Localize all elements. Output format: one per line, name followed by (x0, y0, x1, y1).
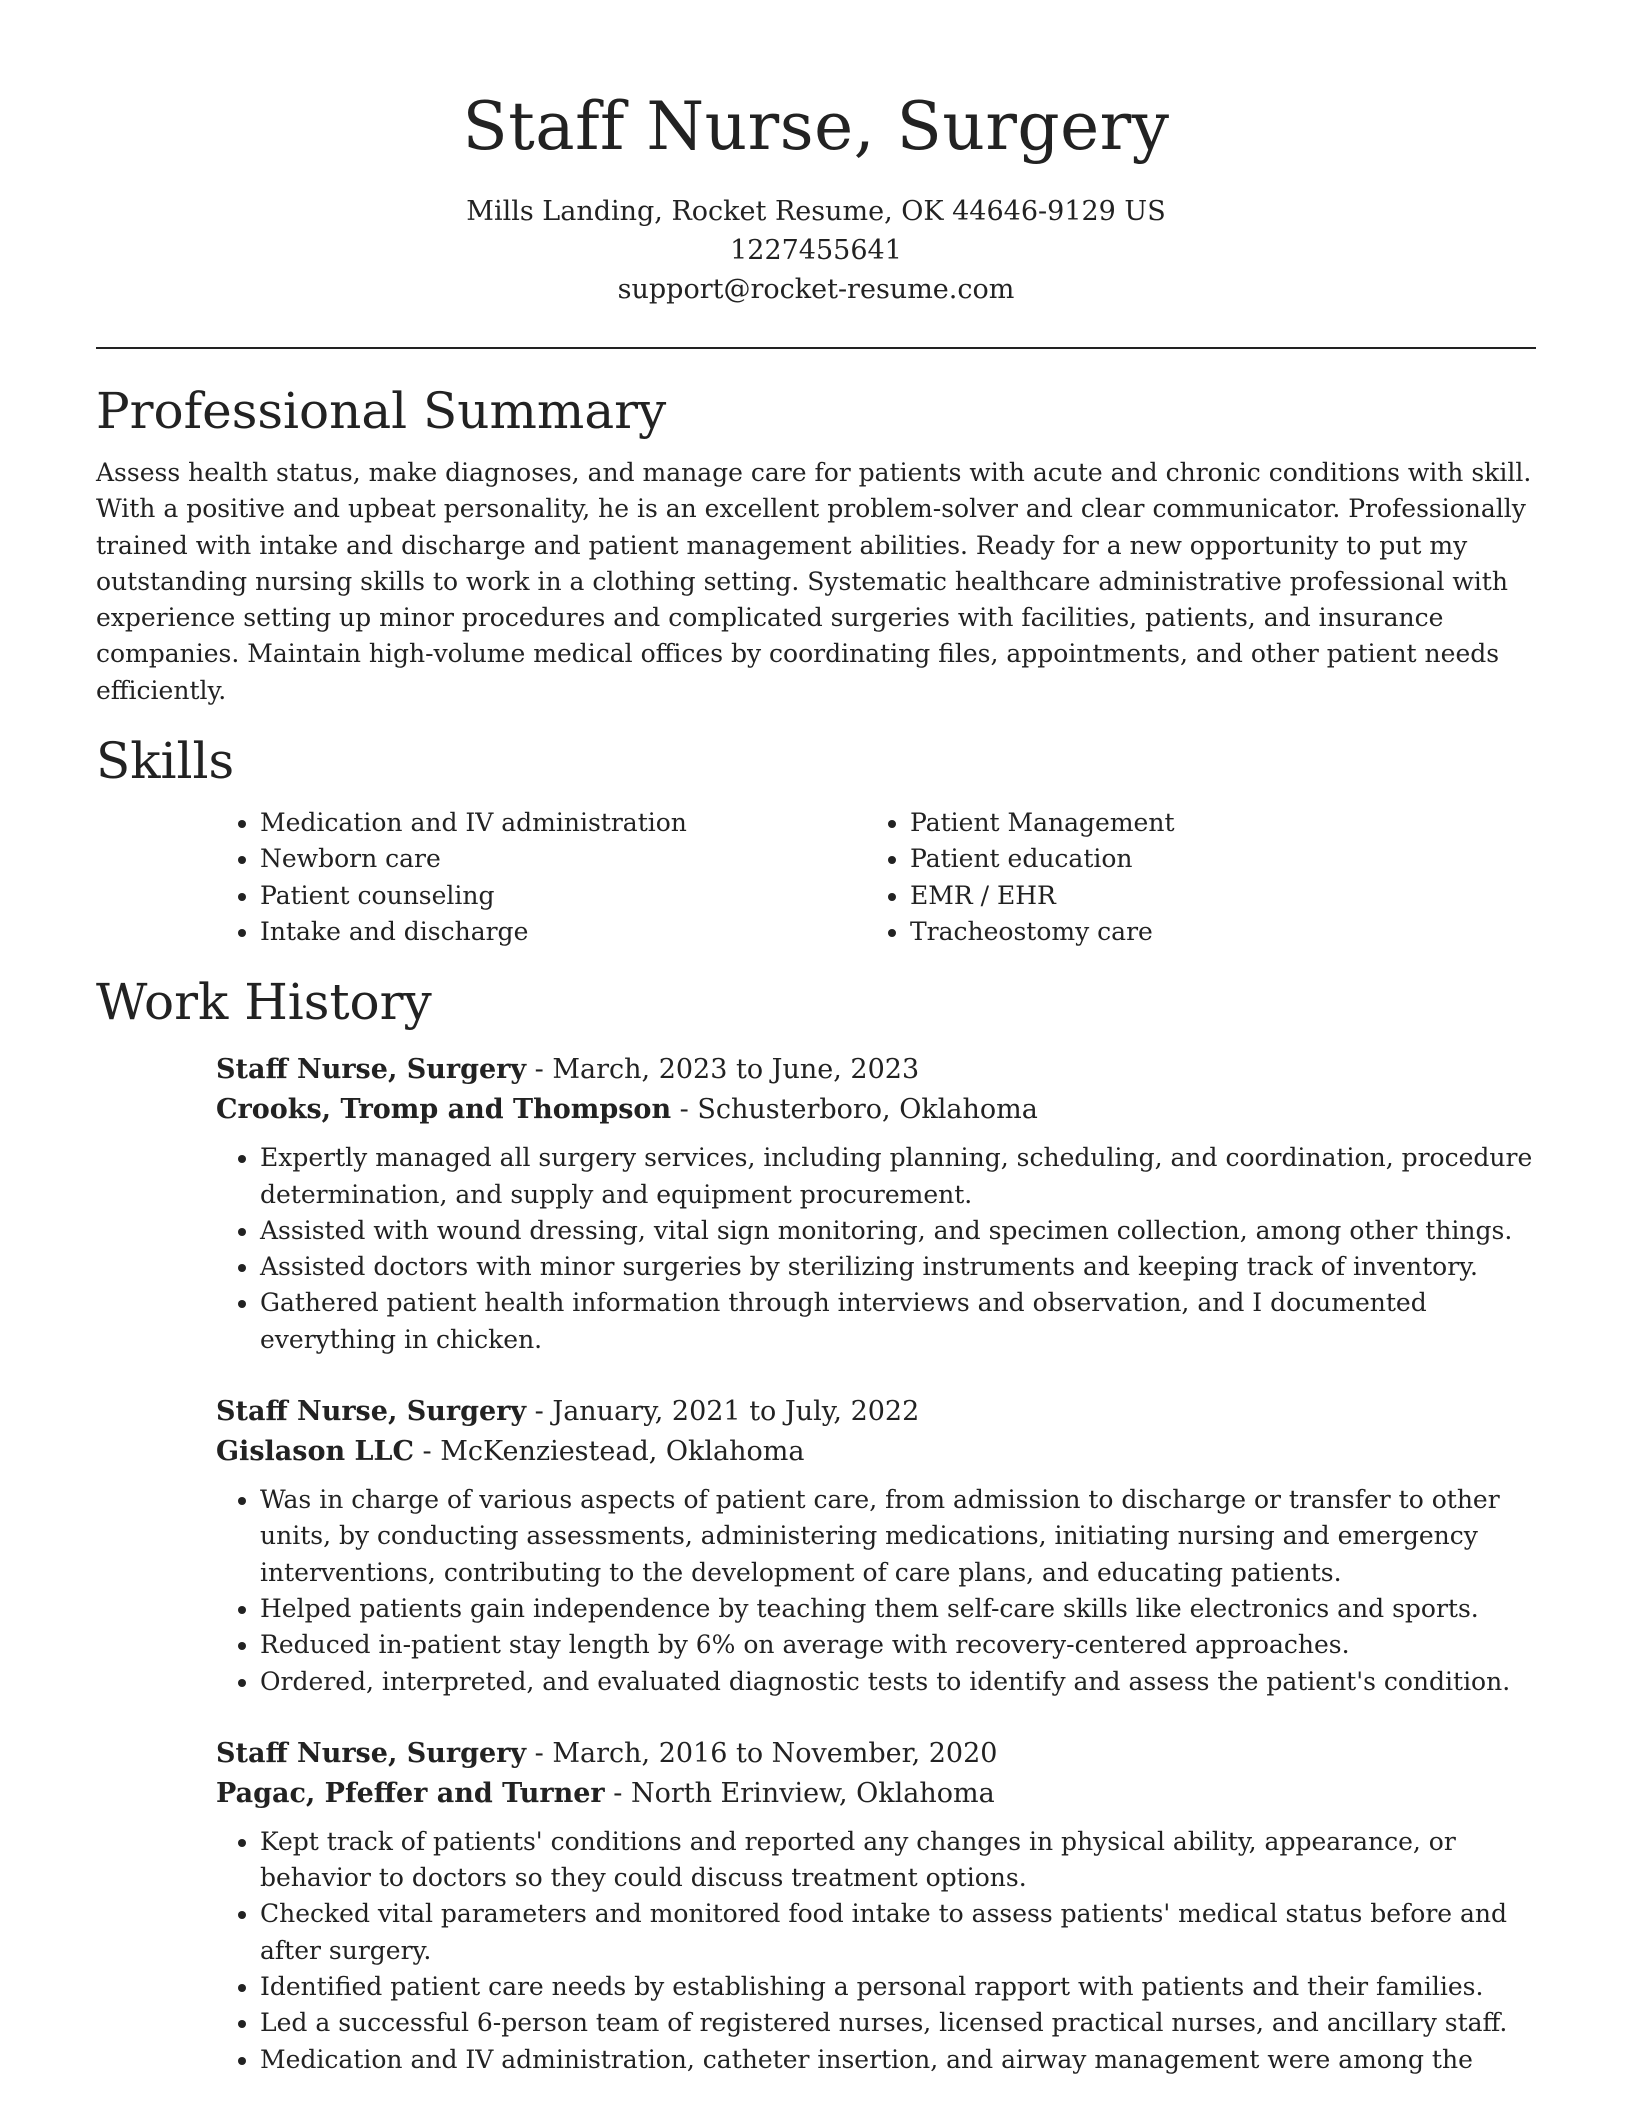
job-company-line (216, 1774, 1536, 1814)
job-bullet: • Ordered, interpreted, and evaluated diagnostic tests to identify and assess the patient's condition. (260, 1664, 1536, 1700)
skills-section (96, 729, 1536, 950)
job-bullet: • Helped patients gain independence by teaching them self-care skills like electronics and sports. (260, 1591, 1536, 1627)
contact-address: Mills Landing, Rocket Resume, OK 44646-9129 US (466, 196, 1166, 227)
job-entry (216, 1734, 1536, 2078)
work-history-section (96, 970, 1536, 2078)
summary-text: Assess health status, make diagnoses, and manage care for patients with acute and chronic conditions with skill. With a positive and upbeat personality, he is an excellent problem-solver and clear communicator. Professionally trained with intake and discharge and patient management abilities. Ready for a new opportunity to put my outstanding nursing skills to work in a clothing setting. Systematic healthcare administrative professional with experience setting up minor procedures and complicated surgeries with facilities, patients, and insurance companies. Maintain high-volume medical offices by coordinating files, appointments, and other patient needs efficiently. (96, 458, 1532, 705)
job-company-line (216, 1432, 1536, 1472)
job-entry (216, 1050, 1536, 1358)
job-location: - Schusterboro, Oklahoma (671, 1094, 1038, 1126)
job-position: Staff Nurse, Surgery (216, 1054, 527, 1086)
job-dates: - March, 2023 to June, 2023 (526, 1054, 920, 1086)
job-bullets (216, 1824, 1536, 2078)
candidate-name: Staff Nurse, Surgery (462, 88, 1170, 165)
job-title-line (216, 1050, 1536, 1090)
job-entry (216, 1392, 1536, 1700)
skills-heading: Skills (96, 732, 235, 791)
summary-heading: Professional Summary (96, 382, 667, 440)
job-company: Pagac, Pfeffer and Turner (216, 1777, 605, 1809)
skill-item: • Patient Management (910, 805, 1516, 841)
job-company: Gislason LLC (216, 1436, 414, 1468)
job-title-line (216, 1392, 1536, 1432)
job-bullet: • Reduced in-patient stay length by 6% on average with recovery-centered approaches. (260, 1627, 1536, 1663)
job-bullet: • Kept track of patients' conditions and reported any changes in physical ability, appearance, or behavior to doctors so they could discuss treatment options. (260, 1824, 1536, 1897)
skill-item: • Newborn care (260, 841, 866, 877)
contact-phone: 1227455641 (730, 235, 902, 266)
job-position: Staff Nurse, Surgery (216, 1737, 527, 1769)
skill-item: • Tracheostomy care (910, 914, 1516, 950)
job-bullet: • Gathered patient health information through interviews and observation, and I documented everything in chicken. (260, 1285, 1536, 1358)
skill-item: • EMR / EHR (910, 878, 1516, 914)
job-location: - McKenziestead, Oklahoma (413, 1436, 805, 1468)
job-dates: - January, 2021 to July, 2022 (526, 1396, 920, 1428)
job-bullet: • Checked vital parameters and monitored food intake to assess patients' medical status before and after surgery. (260, 1896, 1536, 1969)
header-divider (96, 347, 1536, 349)
job-dates: - March, 2016 to November, 2020 (526, 1737, 998, 1769)
skills-grid (216, 805, 1536, 950)
skill-item: • Patient education (910, 841, 1516, 877)
summary-section (96, 379, 1536, 709)
skill-item: • Medication and IV administration (260, 805, 866, 841)
resume-page (96, 0, 1536, 2078)
job-bullet: • Assisted with wound dressing, vital sign monitoring, and specimen collection, among other things. (260, 1213, 1536, 1249)
job-company-line (216, 1090, 1536, 1130)
job-bullets (216, 1482, 1536, 1700)
job-location: - North Erinview, Oklahoma (604, 1777, 995, 1809)
work-history-heading: Work History (96, 973, 432, 1032)
job-bullet: • Expertly managed all surgery services, including planning, scheduling, and coordination, procedure determination, and supply and equipment procurement. (260, 1140, 1536, 1213)
skills-list-left (216, 805, 866, 950)
job-bullets (216, 1140, 1536, 1358)
job-bullet: • Assisted doctors with minor surgeries by sterilizing instruments and keeping track of inventory. (260, 1249, 1536, 1285)
job-bullet: • Was in charge of various aspects of patient care, from admission to discharge or transfer to other units, by conducting assessments, administering medications, initiating nursing and emergency interventions, contributing to the development of care plans, and educating patients. (260, 1482, 1536, 1591)
job-title-line (216, 1734, 1536, 1774)
job-bullet: • Led a successful 6-person team of registered nurses, licensed practical nurses, and ancillary staff. (260, 2005, 1536, 2041)
skills-list-right (866, 805, 1516, 950)
contact-email: support@rocket-resume.com (617, 274, 1015, 305)
skill-item: • Intake and discharge (260, 914, 866, 950)
job-bullet: • Identified patient care needs by establishing a personal rapport with patients and their families. (260, 1969, 1536, 2005)
skill-item: • Patient counseling (260, 878, 866, 914)
job-bullet: • Medication and IV administration, catheter insertion, and airway management were among the (260, 2042, 1536, 2078)
resume-header (96, 0, 1536, 309)
job-position: Staff Nurse, Surgery (216, 1396, 527, 1428)
job-company: Crooks, Tromp and Thompson (216, 1094, 672, 1126)
